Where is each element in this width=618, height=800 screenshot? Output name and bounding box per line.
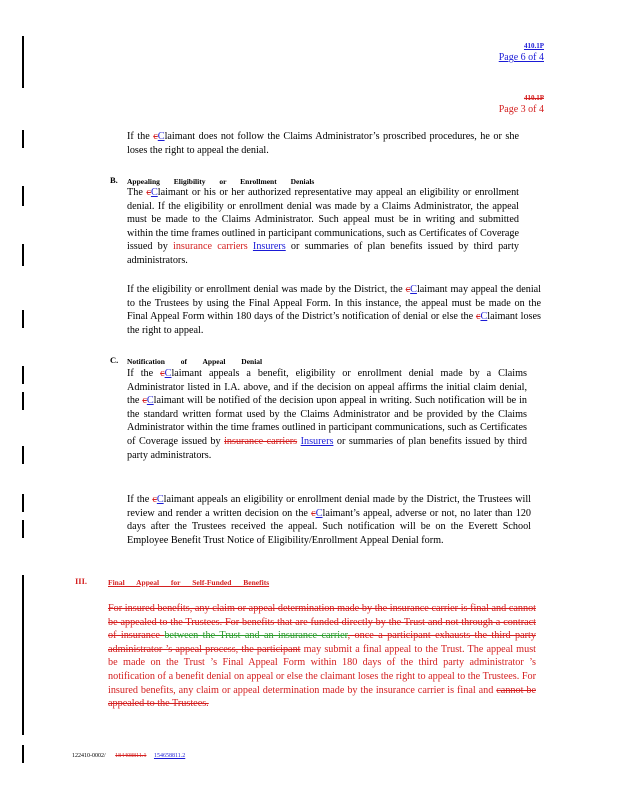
- change-bar: [22, 186, 24, 206]
- change-bar: [22, 745, 24, 763]
- change-bar: [22, 244, 24, 266]
- section-iii-label: III.: [75, 576, 88, 586]
- section-b-paragraph-2: If the eligibility or enrollment denial was made by the District, the cClaimant may appeal the denial to the Trustees by using the Final Appeal Form. In this instance, the appeal must be made on the Final Appeal Form within 180 days of the District’s notification of denial or else the cClaimant loses the right to appeal.: [127, 284, 542, 336]
- change-bar: [22, 494, 24, 512]
- intro-paragraph: If the cClaimant does not follow the Claims Administrator’s proscribed procedures, he or she loses the right to appeal the denial.: [127, 131, 519, 156]
- change-bar: [22, 520, 24, 538]
- change-bar: [22, 130, 24, 148]
- page-number-new: Page 6 of 4: [498, 52, 544, 63]
- change-bar: [22, 446, 24, 464]
- page-header-old: [499, 92, 544, 116]
- change-bar: [22, 310, 24, 328]
- section-iii-heading: Final Appeal for Self-Funded Benefits: [108, 578, 270, 587]
- section-b-label: B.: [110, 175, 118, 185]
- section-c-paragraph-1: If the cClaimant appeals a benefit, eligibility or enrollment denial made by a Claims Administrator listed in I.A. above, and if the decision on appeal affirms the initial claim denial, the cClaimant will be notified of the decision upon appeal in writing. Such notification will be in the standard written format used by the Claims Administrator and be provided by the Claims Administrator within the time frames outlined in participant communications, such as Certificates of Coverage issued by insurance carriers Insurers or summaries of plan benefits issued by third party administrators.: [127, 368, 528, 461]
- change-bar: [22, 575, 24, 735]
- change-bar: [22, 392, 24, 410]
- document-number-new: 154658811.2: [153, 753, 186, 759]
- document-footer: [72, 753, 185, 759]
- change-bar: [22, 366, 24, 384]
- policy-code-old: 410.1P: [523, 94, 544, 102]
- document-id: 122410-0002/: [72, 753, 106, 759]
- change-bar: [22, 36, 24, 88]
- section-c-paragraph-2: If the cClaimant appeals an eligibility or enrollment denial made by the District, the Trustees will review and render a written decision on the cClaimant’s appeal, adverse or not, no later than 120 days after the Trustees received the appeal. Such notification will be on the Everett School Employee Benefit Trust Notice of Eligibility/Enrollment Appeal Denial form.: [127, 494, 532, 546]
- section-b-heading: Appealing Eligibility or Enrollment Denials: [127, 177, 315, 186]
- section-c-label: C.: [110, 355, 119, 365]
- section-c-heading: Notification of Appeal Denial: [127, 357, 263, 366]
- policy-code-new: 410.1P: [523, 42, 544, 50]
- section-b-paragraph-1: The cClaimant or his or her authorized representative may appeal an eligibility or enrollment denial. If the eligibility or enrollment denial was made by a Claims Administrator, the appeal must be made to the Claims Administrator. Such appeal must be in writing and submitted within the time frames outlined in participant communications, such as Certificates of Coverage issued by insurance carriers Insurers or summaries of plan benefits issued by third party administrators.: [127, 187, 520, 266]
- section-iii-paragraph: For insured benefits, any claim or appeal determination made by the insurance carrier is final and cannot be appealed to the Trustees. For benefits that are funded directly by the Trust and not through a contract of insurance between the Trust and an insurance carrier, once a participant exhausts the third party administrator ’s appeal process, the participant may submit a final appeal to the Trust. The appeal must be made on the Trust ’s Final Appeal Form within 180 days of the third party administrator ’s notification of a benefit denial on appeal or else the claimant loses the right to appeal to the Trustees. For insured benefits, any claim or appeal determination made by the insurance carrier is final and cannot be appealed to the Trustees.: [108, 603, 536, 710]
- document-number-old: 184408811.1: [115, 753, 147, 759]
- page-header-new: [499, 40, 544, 64]
- page-number-old: Page 3 of 4: [498, 104, 544, 115]
